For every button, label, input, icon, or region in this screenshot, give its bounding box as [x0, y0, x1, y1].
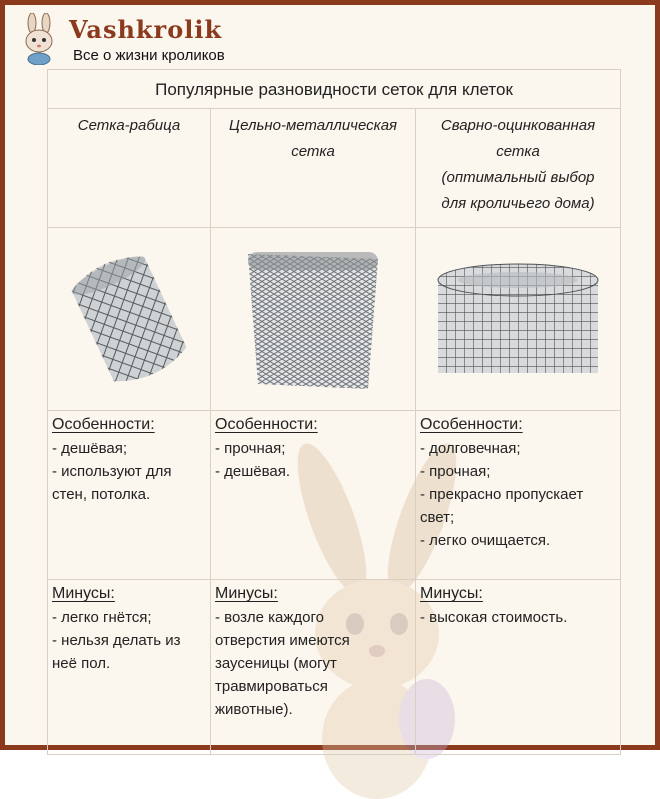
feature-item: - легко очищается.: [420, 532, 551, 549]
features-label: Особенности:: [215, 416, 318, 433]
column-heading-welded: [416, 109, 621, 228]
heading-line: Сварно-оцинкованная: [440, 117, 596, 134]
feature-item: - прекрасно пропускает: [420, 486, 584, 503]
minus-item: - легко гнётся;: [52, 609, 152, 626]
minus-item: заусеницы (могут: [215, 655, 337, 672]
heading-line: Цельно-металлическая: [228, 117, 398, 134]
minus-item: отверстия имеются: [215, 632, 350, 649]
brand-name[interactable]: Vashkrolik: [69, 15, 223, 44]
bunny-logo-icon: [17, 13, 61, 65]
table-features-row: [48, 411, 621, 580]
minus-item: - нельзя делать из: [52, 632, 181, 649]
table-minuses-row: [48, 580, 621, 755]
heading-line: сетка: [496, 143, 540, 160]
features-label: Особенности:: [420, 416, 523, 433]
welded-image-cell: [416, 228, 621, 411]
expanded-metal-image-cell: [211, 228, 416, 411]
feature-item: - прочная;: [420, 463, 491, 480]
table-image-row: [48, 228, 621, 411]
minus-item: - возле каждого: [215, 609, 324, 626]
heading-line: сетка: [291, 143, 335, 160]
minus-item: - высокая стоимость.: [420, 609, 568, 626]
heading-line: (оптимальный выбор: [441, 169, 595, 186]
feature-item: - используют для: [52, 463, 172, 480]
feature-item: - дешёвая.: [215, 463, 291, 480]
table-title: Популярные разновидности сеток для клеток: [48, 70, 621, 109]
site-header: [13, 11, 413, 67]
feature-item: - долговечная;: [420, 440, 521, 457]
comparison-table-wrap: [47, 69, 620, 750]
features-cell: [211, 411, 416, 580]
minus-item: неё пол.: [52, 655, 111, 672]
minus-item: животные).: [215, 701, 293, 718]
minuses-label: Минусы:: [215, 585, 278, 602]
site-tagline: Все о жизни кроликов: [73, 47, 225, 64]
heading-line: для кроличьего дома): [441, 195, 595, 212]
mesh-comparison-table: [47, 69, 621, 755]
table-title-row: [48, 70, 621, 109]
features-cell: [416, 411, 621, 580]
feature-item: свет;: [420, 509, 455, 526]
chain-link-mesh-roll-icon: [69, 249, 189, 389]
column-heading-expanded-metal: [211, 109, 416, 228]
features-label: Особенности:: [52, 416, 155, 433]
table-header-row: [48, 109, 621, 228]
feature-item: - прочная;: [215, 440, 286, 457]
column-heading-chain-link: [48, 109, 211, 228]
minuses-label: Минусы:: [420, 585, 483, 602]
minus-item: травмироваться: [215, 678, 328, 695]
minuses-cell: [416, 580, 621, 755]
welded-galvanized-mesh-roll-icon: [428, 258, 608, 380]
expanded-metal-mesh-sheet-icon: [238, 244, 388, 394]
minuses-label: Минусы:: [52, 585, 115, 602]
feature-item: - дешёвая;: [52, 440, 128, 457]
minuses-cell: [48, 580, 211, 755]
features-cell: [48, 411, 211, 580]
chain-link-image-cell: [48, 228, 211, 411]
feature-item: стен, потолка.: [52, 486, 151, 503]
heading-line: Сетка-рабица: [77, 117, 181, 134]
minuses-cell: [211, 580, 416, 755]
